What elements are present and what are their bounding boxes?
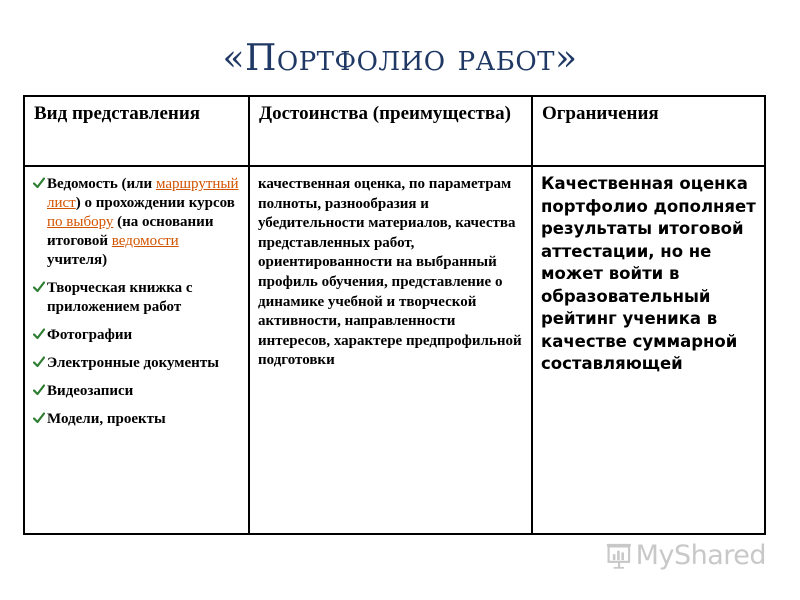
page-title xyxy=(0,38,800,79)
title-open-quote: « xyxy=(222,38,245,79)
table-header-row xyxy=(24,96,765,166)
list-item-text: Творческая книжка с приложением работ xyxy=(47,280,193,315)
header-view-type: Вид представления xyxy=(24,96,249,166)
portfolio-table xyxy=(23,95,766,535)
list-item-text: Видеозаписи xyxy=(47,383,134,399)
checkmark-icon xyxy=(33,328,45,340)
presentation-icon xyxy=(606,539,632,571)
list-item-electronic-docs xyxy=(33,354,242,373)
header-advantages: Достоинства (преимущества) xyxy=(249,96,532,166)
watermark-text: MyShared xyxy=(635,539,766,571)
checkmark-icon xyxy=(33,281,45,293)
checkmark-icon xyxy=(33,384,45,396)
list-item-photos xyxy=(33,326,242,345)
checkmark-icon xyxy=(33,412,45,424)
list-item-creative-book xyxy=(33,279,242,317)
list-item-text: Модели, проекты xyxy=(47,411,166,427)
link-statement[interactable]: ведомости xyxy=(111,233,179,249)
statement-text-3: (на основании итоговой xyxy=(47,214,214,249)
title-close-quote: » xyxy=(555,38,578,79)
statement-text-4: учителя) xyxy=(47,252,108,268)
link-by-choice[interactable]: по выбору xyxy=(47,214,114,230)
list-item-text: Электронные документы xyxy=(47,355,219,371)
table-row xyxy=(24,166,765,534)
cell-view-types xyxy=(24,166,249,534)
title-word1-rest: ОРТФОЛИО xyxy=(276,47,446,77)
checkmark-icon xyxy=(33,356,45,368)
view-types-list xyxy=(33,175,242,429)
list-item-text: Фотографии xyxy=(47,327,133,343)
title-word2: РАБОТ xyxy=(457,47,556,77)
list-item-videos xyxy=(33,382,242,401)
title-first-letter: П xyxy=(244,38,277,79)
header-limitations: Ограничения xyxy=(532,96,765,166)
watermark-logo xyxy=(606,537,766,573)
list-item-models xyxy=(33,410,242,429)
link-route-sheet[interactable]: маршрутный лист xyxy=(47,176,239,211)
statement-text-1: Ведомость (или xyxy=(47,176,156,192)
checkmark-icon xyxy=(33,177,45,189)
cell-limitations: Качественная оценка портфолио дополняет результаты итоговой аттестации, но не может войти в образовательный рейтинг ученика в качестве суммарной составляющей xyxy=(532,166,765,534)
list-item-statement xyxy=(33,175,242,270)
cell-advantages: качественная оценка, по параметрам полноты, разнообразия и убедительности материалов, качества представленных работ, ориентированности на выбранный профиль обучения, представление о динамике учебной и творческой активности, направленности интересов, характере предпрофильной подготовки xyxy=(249,166,532,534)
statement-text-2: ) о прохождении курсов xyxy=(75,195,235,211)
